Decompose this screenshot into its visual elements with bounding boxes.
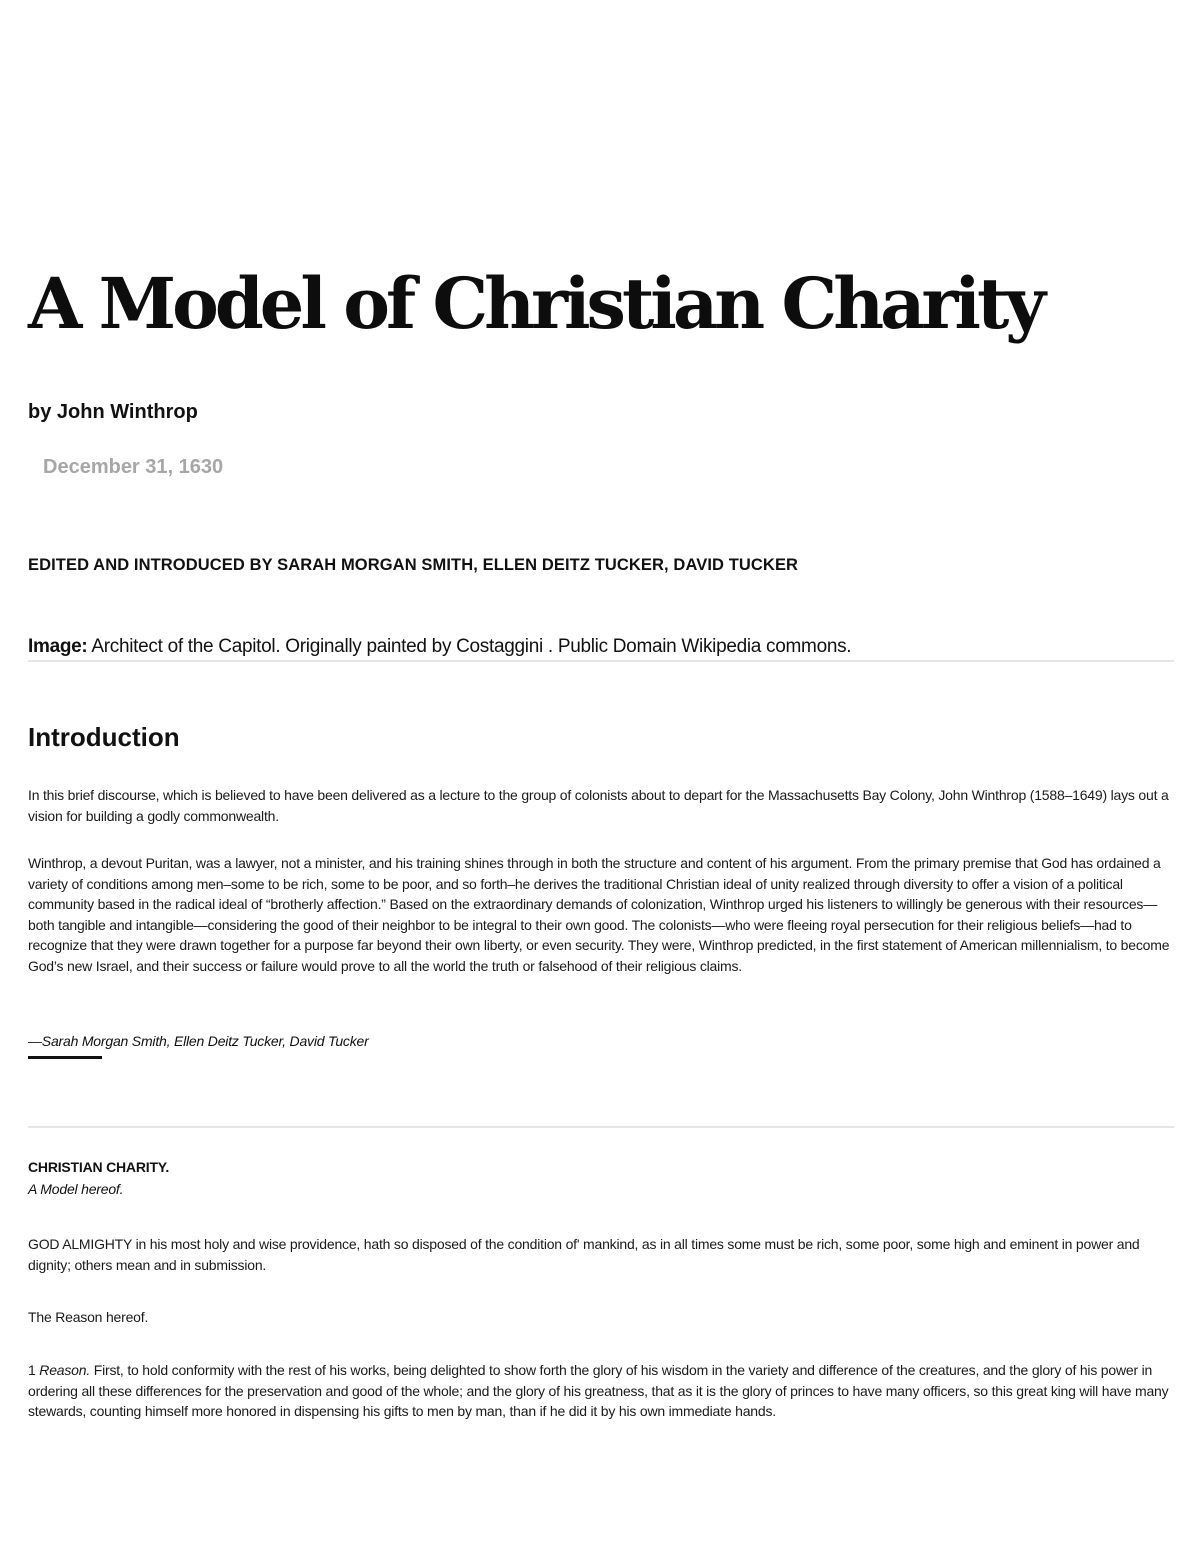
section-divider xyxy=(28,1126,1174,1128)
text-paragraph: The Reason hereof. xyxy=(28,1309,149,1325)
editors-credit: EDITED AND INTRODUCED BY SARAH MORGAN SMITH, ELLEN DEITZ TUCKER, DAVID TUCKER xyxy=(28,556,799,574)
section-divider xyxy=(28,660,1174,662)
image-credit-label: Image: xyxy=(28,636,88,657)
introduction-signature: —Sarah Morgan Smith, Ellen Deitz Tucker, David Tucker xyxy=(28,1033,369,1049)
introduction-heading: Introduction xyxy=(28,722,180,752)
introduction-paragraph: In this brief discourse, which is believed to have been delivered as a lecture to the group of colonists about to depart for the Massachusetts Bay Colony, John Winthrop (1588–1649) lays out a vision for building a godly commonwealth. xyxy=(28,787,1169,824)
image-credit-text: Architect of the Capitol. Originally painted by Costaggini . Public Domain Wikipedia commons. xyxy=(87,636,852,657)
text-heading: CHRISTIAN CHARITY. xyxy=(28,1159,170,1175)
document-title: A Model of Christian Charity xyxy=(28,262,1042,345)
introduction-paragraph: Winthrop, a devout Puritan, was a lawyer, not a minister, and his training shines through in both the structure and content of his argument. From the primary premise that God has ordained a variety of conditions among men–some to be rich, some to be poor, and so forth–he derives the traditional Christian ideal of unity realized through diversity to offer a vision of a political community based in the radical ideal of “brotherly affection.” Based on the extraordinary demands of colonization, Winthrop urged his listeners to willingly be generous with their resources—both tangible and intangible—considering the good of their neighbor to be integral to their own good. The colonists—who were fleeing royal persecution for their religious beliefs—had to recognize that they were drawn together for a purpose far beyond their own liberty, or even security. They were, Winthrop predicted, in the first statement of American millennialism, to become God’s new Israel, and their success or failure would prove to all the world the truth or falsehood of their religious claims. xyxy=(28,855,1170,974)
document-date: December 31, 1630 xyxy=(43,456,224,478)
reason-text: First, to hold conformity with the rest of his works, being delighted to show forth the glory of his wisdom in the variety and difference of the creatures, and the glory of his power in ordering all these differences for the preservation and good of the whole; and the glory of his greatness, that as it is the glory of princes to have many officers, so this great king will have many stewards, counting himself more honored in dispensing his gifts to men by man, than if he did it by his own immediate hands. xyxy=(28,1362,1169,1420)
image-credit xyxy=(28,634,851,660)
reason-number: 1 xyxy=(28,1362,40,1378)
text-subheading: A Model hereof. xyxy=(28,1181,124,1197)
text-paragraph: GOD ALMIGHTY in his most holy and wise providence, hath so disposed of the condition of' mankind, as in all times some must be rich, some poor, some high and eminent in power and dignity; others mean and in submission. xyxy=(28,1236,1140,1273)
author-byline: by John Winthrop xyxy=(28,401,198,423)
signature-underline xyxy=(28,1056,102,1059)
reason-label: Reason. xyxy=(39,1362,91,1378)
text-paragraph xyxy=(28,1360,1174,1422)
